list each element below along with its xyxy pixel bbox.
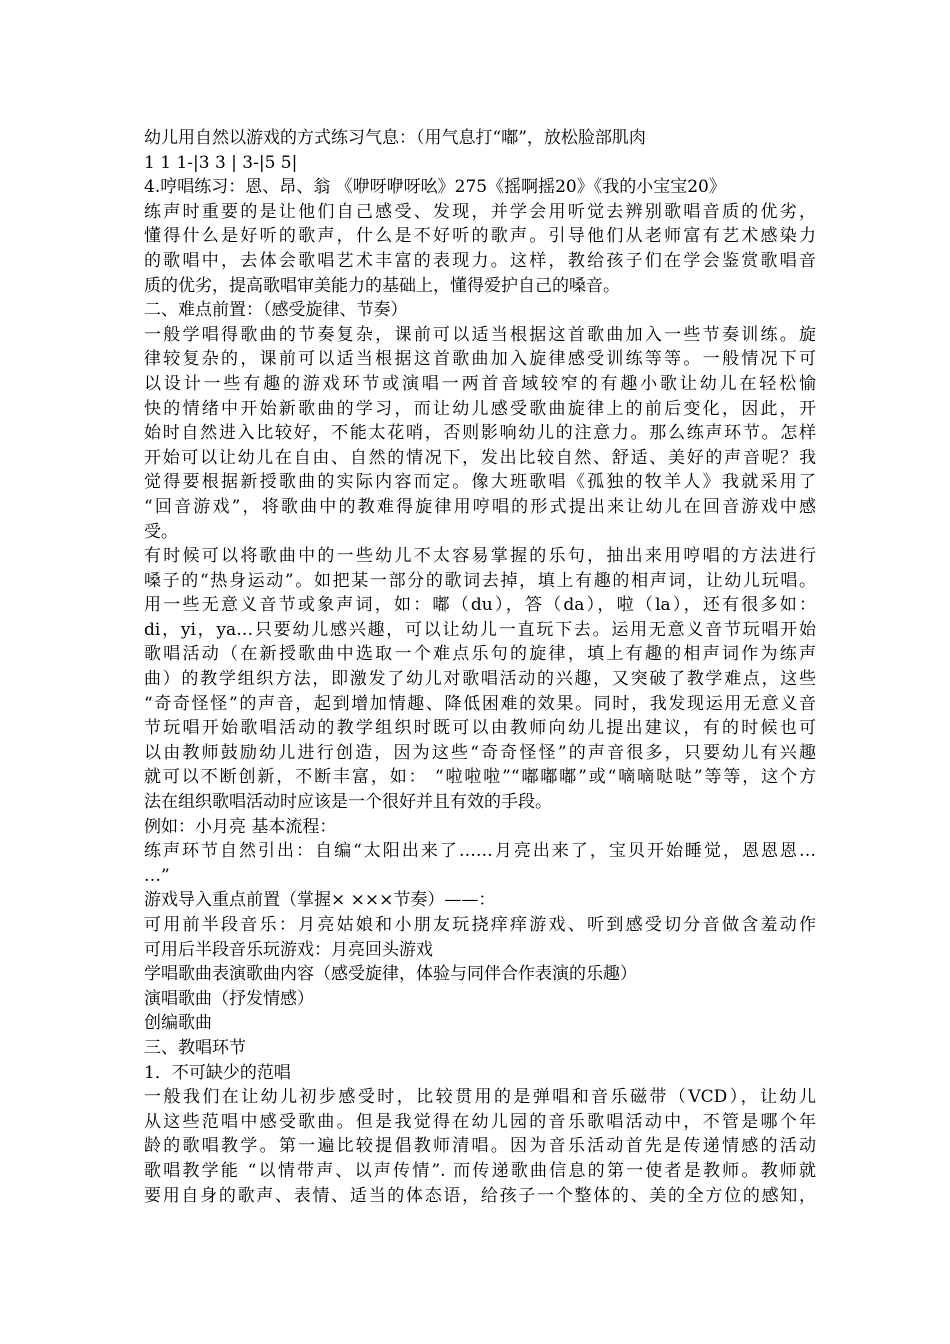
text-line: 以设计一些有趣的游戏环节或演唱一两首音域较窄的有趣小歌让幼儿在轻松愉 (144, 373, 816, 394)
text-line: 从这些范唱中感受歌曲。但是我觉得在幼儿园的音乐歌唱活动中，不管是哪个年 (144, 1111, 816, 1132)
text-line: 觉得要根据新授歌曲的实际内容而定。像大班歌唱《孤独的牧羊人》我就采用了 (144, 472, 816, 493)
text-line: 游戏导入重点前置（掌握× ×××节奏）——： (144, 890, 496, 911)
text-line: 法在组织歌唱活动时应该是一个很好并且有效的手段。 (144, 792, 552, 813)
text-line: 律较复杂的，课前可以适当根据这首歌曲加入旋律感受训练等等。一般情况下可 (144, 349, 816, 370)
text-line: 懂得什么是好听的歌声，什么是不好听的歌声。引导他们从老师富有艺术感染力 (144, 226, 816, 247)
text-line: 1 1 1-|3 3 | 3-|5 5| (144, 152, 298, 173)
text-line: 歌唱活动（在新授歌曲中选取一个难点乐句的旋律，填上有趣的相声词作为练声 (144, 644, 816, 665)
text-line: 幼儿用自然以游戏的方式练习气息：（用气息打“嘟”，放松脸部肌肉 (144, 128, 646, 148)
text-line: 始时自然进入比较好，不能太花哨，否则影响幼儿的注意力。那么练声环节。怎样 (144, 423, 816, 444)
text-line: 例如：小月亮 基本流程： (144, 816, 337, 837)
text-line: 三、教唱环节 (144, 1037, 246, 1058)
text-line: 一般学唱得歌曲的节奏复杂，课前可以适当根据这首歌曲加入一些节奏训练。旋 (144, 324, 816, 345)
text-line: 歌唱教学能 “以情带声、以声传情”. 而传递歌曲信息的第一使者是教师。教师就 (144, 1160, 816, 1181)
text-line: 曲）的教学组织方法，即激发了幼儿对歌唱活动的兴趣，又突破了教学难点，这些 (144, 669, 816, 690)
text-line: 就可以不断创新，不断丰富，如： “啦啦啦”“嘟嘟嘟”或“嘀嘀哒哒”等等，这个方 (144, 767, 816, 788)
text-line: 一般我们在让幼儿初步感受时，比较贯用的是弹唱和音乐磁带（VCD），让幼儿 (144, 1087, 816, 1108)
text-line: 可用后半段音乐玩游戏：月亮回头游戏 (144, 939, 433, 960)
text-line: 创编歌曲 (144, 1013, 212, 1034)
text-line: 嗓子的“热身运动”。如把某一部分的歌词去掉，填上有趣的相声词，让幼儿玩唱。 (144, 570, 816, 591)
text-line: 4.哼唱练习：恩、昂、翁 《咿呀咿呀吆》275《摇啊摇20》《我的小宝宝20》 (144, 177, 726, 198)
text-line: 演唱歌曲（抒发情感） (144, 988, 314, 1009)
text-line: 二、难点前置：（感受旋律、节奏） (144, 300, 408, 321)
text-line: 1．不可缺少的范唱 (144, 1062, 291, 1083)
text-line: 要用自身的歌声、表情、适当的体态语，给孩子一个整体的、美的全方位的感知， (144, 1185, 816, 1206)
text-line: 开始可以让幼儿在自由、自然的情况下，发出比较自然、舒适、美好的声音呢？我 (144, 447, 816, 468)
text-line: di，yi，ya…只要幼儿感兴趣，可以让幼儿一直玩下去。运用无意义音节玩唱开始 (144, 619, 816, 640)
text-line: 受。 (144, 521, 178, 542)
text-line: 质的优劣，提高歌唱审美能力的基础上，懂得爱护自己的嗓音。 (144, 275, 620, 296)
text-line: 可用前半段音乐：月亮姑娘和小朋友玩挠痒痒游戏、听到感受切分音做含羞动作 (144, 915, 816, 935)
text-line: 用一些无意义音节或象声词，如：嘟（du），答（da），啦（la），还有很多如： (144, 595, 816, 616)
text-line: 快的情绪中开始新歌曲的学习，而让幼儿感受歌曲旋律上的前后变化，因此，开 (144, 398, 816, 419)
text-line: 有时候可以将歌曲中的一些幼儿不太容易掌握的乐句，抽出来用哼唱的方法进行 (144, 546, 816, 567)
text-line: 学唱歌曲表演歌曲内容（感受旋律，体验与同伴合作表演的乐趣） (144, 964, 637, 985)
text-line: 龄的歌唱教学。第一遍比较提倡教师清唱。因为音乐活动首先是传递情感的活动 (144, 1136, 816, 1157)
text-line: 练声时重要的是让他们自己感受、发现，并学会用听觉去辨别歌唱音质的优劣， (144, 201, 816, 222)
text-line: …” (144, 865, 170, 886)
text-line: “奇奇怪怪”的声音，起到增加情趣、降低困难的效果。同时，我发现运用无意义音 (144, 693, 816, 714)
text-line: 以由教师鼓励幼儿进行创造，因为这些“奇奇怪怪”的声音很多，只要幼儿有兴趣 (144, 742, 816, 763)
text-line: 节玩唱开始歌唱活动的教学组织时既可以由教师向幼儿提出建议，有的时候也可 (144, 718, 816, 739)
document-page (144, 126, 816, 1208)
text-line: 的歌唱中，去体会歌唱艺术丰富的表现力。这样，教给孩子们在学会鉴赏歌唱音 (144, 250, 816, 271)
text-line: 练声环节自然引出：自编“太阳出来了……月亮出来了，宝贝开始睡觉，恩恩恩… (144, 841, 816, 862)
text-line: “回音游戏”，将歌曲中的教难得旋律用哼唱的形式提出来让幼儿在回音游戏中感 (144, 496, 816, 517)
